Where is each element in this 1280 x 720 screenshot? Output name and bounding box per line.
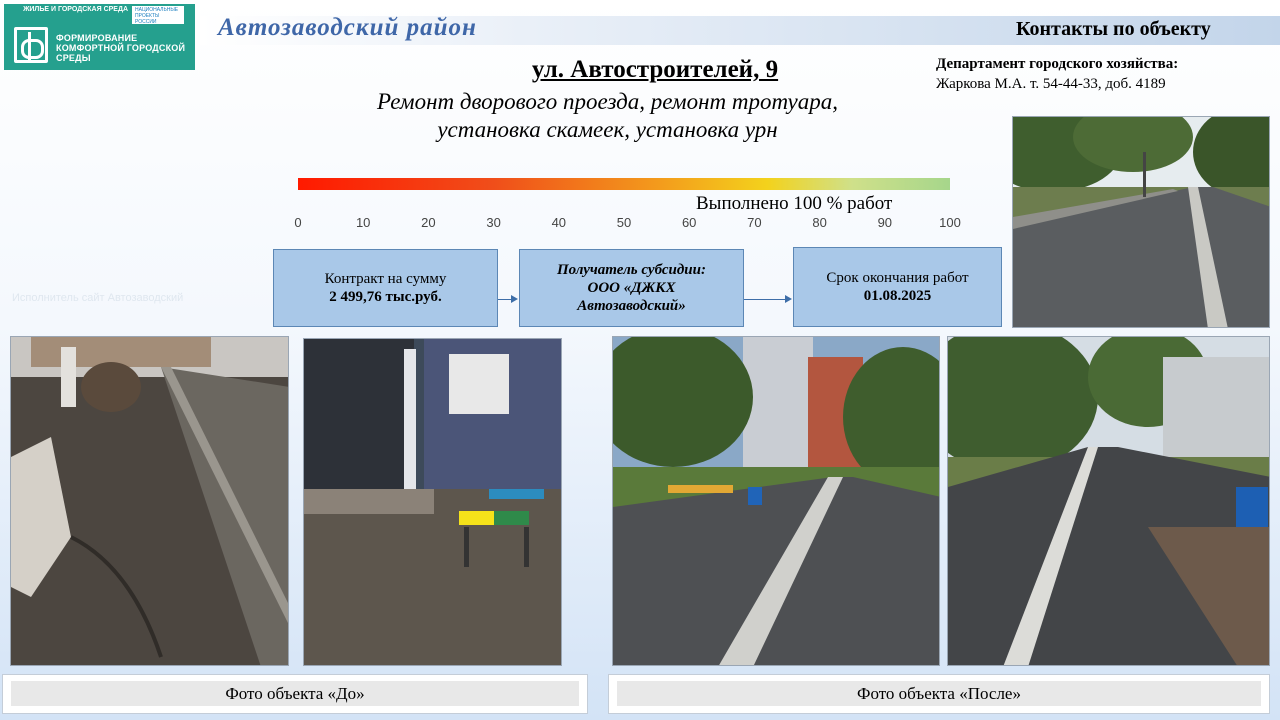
recipient-name: ООО «ДЖКХ xyxy=(587,280,676,296)
description-line-2: установка скамеек, установка урн xyxy=(437,117,778,142)
progress-label: Выполнено 100 % работ xyxy=(696,193,893,214)
object-address: ул. Автостроителей, 9 xyxy=(531,56,779,83)
contacts-title: Контакты по объекту xyxy=(1016,18,1211,40)
progress-tick-label: 50 xyxy=(616,215,632,230)
deadline-date: 01.08.2025 xyxy=(863,288,932,304)
recipient-name-2: Автозаводский» xyxy=(577,298,686,314)
contract-label: Контракт на сумму xyxy=(324,271,447,287)
recipient-box xyxy=(519,249,744,327)
photo-after-top xyxy=(1012,116,1270,328)
progress-tick-label: 20 xyxy=(421,215,436,230)
deadline-label: Срок окончания работ xyxy=(826,270,969,286)
progress-tick-label: 10 xyxy=(355,215,371,230)
photo-before-2 xyxy=(303,338,562,666)
arrow-right-icon xyxy=(511,295,518,303)
photo-before-1 xyxy=(10,336,289,666)
object-description xyxy=(300,88,915,144)
national-projects-badge: НАЦИОНАЛЬНЫЕ ПРОЕКТЫ РОССИИ xyxy=(132,6,184,24)
program-logo xyxy=(4,4,195,70)
progress-tick-label: 0 xyxy=(294,215,302,230)
caption-before: Фото объекта «До» xyxy=(11,681,579,706)
contract-amount: 2 499,76 тыс.руб. xyxy=(329,289,442,305)
progress-tick-label: 90 xyxy=(877,215,893,230)
progress-tick-label: 60 xyxy=(681,215,697,230)
district-title: Автозаводский район xyxy=(218,14,477,41)
progress-tick-label: 70 xyxy=(747,215,762,230)
watermark-text: Исполнитель сайт Автозаводский xyxy=(12,292,184,304)
department-label: Департамент городского хозяйства: xyxy=(936,56,1179,72)
progress-tick-label: 100 xyxy=(939,215,961,230)
logo-program-name: ФОРМИРОВАНИЕ КОМФОРТНОЙ ГОРОДСКОЙ СРЕДЫ xyxy=(56,33,186,63)
contact-person: Жаркова М.А. т. 54-44-33, доб. 4189 xyxy=(936,76,1166,92)
deadline-box xyxy=(793,247,1002,327)
arrow-right-icon xyxy=(785,295,792,303)
logo-top-text: ЖИЛЬЕ И ГОРОДСКАЯ СРЕДА xyxy=(23,6,128,13)
emblem-icon xyxy=(14,27,48,63)
photo-after-1 xyxy=(612,336,940,666)
progress-tick-label: 40 xyxy=(551,215,567,230)
contract-box xyxy=(273,249,498,327)
arrow-line-1 xyxy=(498,299,512,300)
progress-tick-label: 80 xyxy=(812,215,827,230)
arrow-line-2 xyxy=(744,299,786,300)
progress-fill xyxy=(298,178,950,190)
caption-after: Фото объекта «После» xyxy=(617,681,1261,706)
recipient-label: Получатель субсидии: xyxy=(556,262,706,278)
description-line-1: Ремонт дворового проезда, ремонт тротуара, xyxy=(377,89,838,114)
progress-tick-label: 30 xyxy=(486,215,501,230)
photo-after-2 xyxy=(947,336,1270,666)
